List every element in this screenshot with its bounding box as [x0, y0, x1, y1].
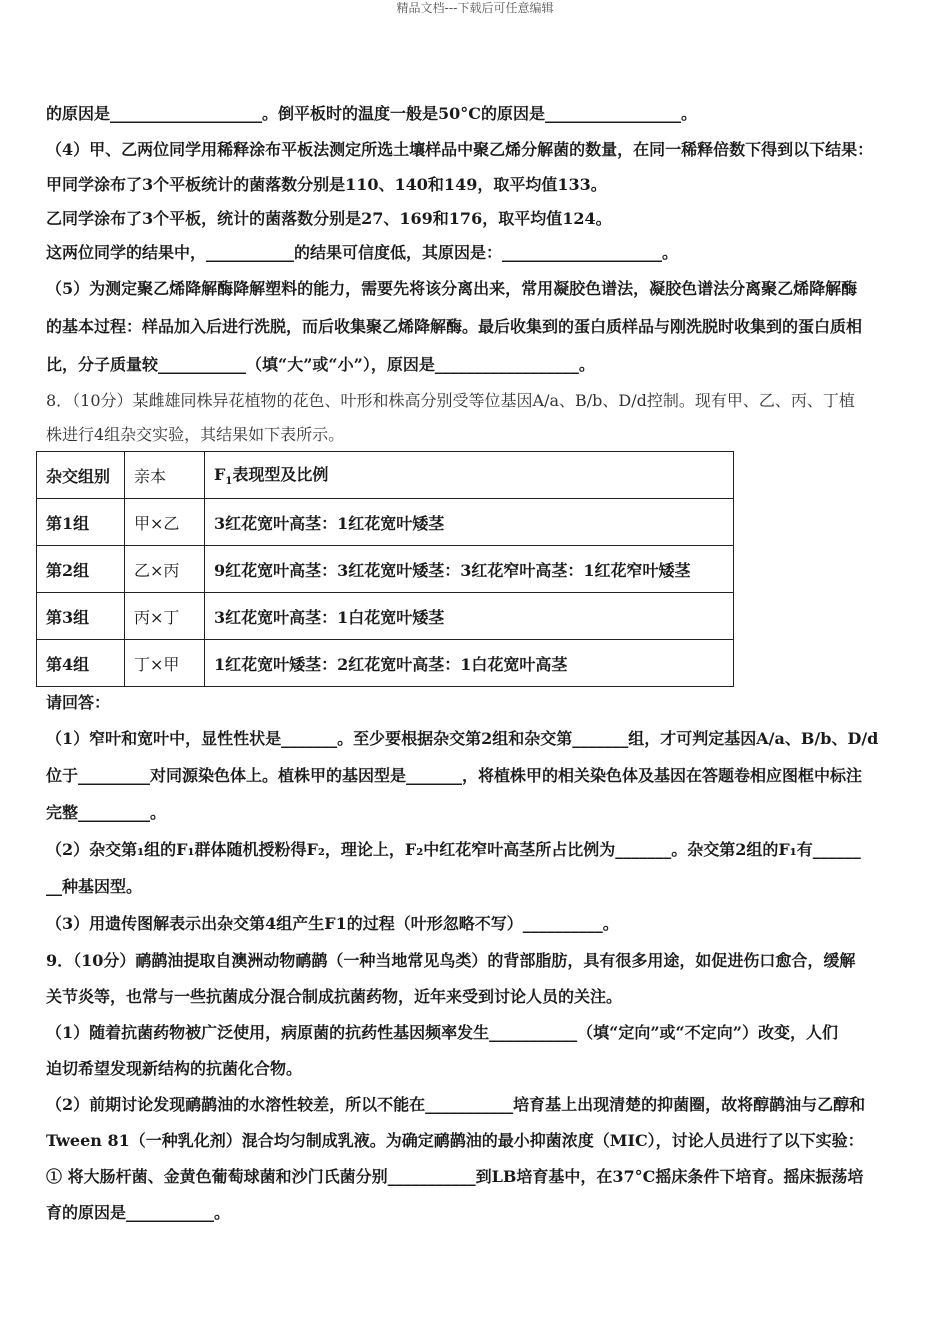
question-9-line1: 9．（10分）鸸鹋油提取自澳洲动物鸸鹋（一种当地常见鸟类）的背部脂肪，具有很多用途，如促进伤口愈合，缓解 — [46, 951, 856, 970]
cell-phenotype: 3红花宽叶高茎：1红花宽叶矮茎 — [205, 499, 734, 546]
lower-text-block — [46, 686, 906, 1231]
text-line: 甲同学涂布了3个平板统计的菌落数分别是110、140和149，取平均值133。 — [46, 175, 607, 194]
text-line: （5）为测定聚乙烯降解酶降解塑料的能力，需要先将该分离出来，常用凝胶色谱法，凝胶色谱法分离聚乙烯降解酶 — [46, 279, 858, 298]
text-line: 乙同学涂布了3个平板，统计的菌落数分别是27、169和176，取平均值124。 — [46, 209, 612, 228]
cell-group: 第1组 — [37, 499, 125, 546]
cell-parents: 甲×乙 — [125, 499, 205, 546]
text-line: （1）窄叶和宽叶中，显性性状是_______。至少要根据杂交第2组和杂交第_______组，才可判定基因A/a、B/b、D/d — [46, 729, 879, 748]
text-line: 迫切希望发现新结构的抗菌化合物。 — [46, 1059, 303, 1078]
text-line: 育的原因是___________。 — [46, 1203, 231, 1222]
text-line: 比，分子质量较___________（填“大”或“小”），原因是__________________。 — [46, 355, 595, 374]
table-row — [37, 546, 734, 593]
header-cell-parents: 亲本 — [125, 452, 205, 499]
text-line: ① 将大肠杆菌、金黄色葡萄球菌和沙门氏菌分别___________到LB培育基中，在37°C摇床条件下培育。摇床振荡培 — [46, 1167, 864, 1186]
cell-group: 第4组 — [37, 640, 125, 687]
table-row — [37, 499, 734, 546]
text-line: 关节炎等，也常与一些抗菌成分混合制成抗菌药物，近年来受到讨论人员的关注。 — [46, 987, 623, 1006]
table-row — [37, 593, 734, 640]
cell-parents: 乙×丙 — [125, 546, 205, 593]
header-watermark: 精品文档---下载后可任意编辑 — [396, 1, 554, 15]
text-line: 的原因是___________________。倒平板时的温度一般是50°C的原因是_________________。 — [46, 104, 698, 123]
text-line: 位于_________对同源染色体上。植株甲的基因型是_______，将植株甲的相关染色体及基因在答题卷相应图框中标注 — [46, 766, 863, 785]
cell-phenotype: 3红花宽叶高茎：1白花宽叶矮茎 — [205, 593, 734, 640]
text-line: 的基本过程：样品加入后进行洗脱，而后收集聚乙烯降解酶。最后收集到的蛋白质样品与刚洗脱时收集到的蛋白质相 — [46, 317, 863, 336]
cell-phenotype: 1红花宽叶矮茎：2红花宽叶高茎：1白花宽叶高茎 — [205, 640, 734, 687]
cell-phenotype: 9红花宽叶高茎：3红花宽叶矮茎：3红花窄叶高茎：1红花窄叶矮茎 — [205, 546, 734, 593]
cross-experiment-table — [36, 451, 734, 687]
table-header-row — [37, 452, 734, 499]
text-line: 请回答： — [46, 693, 111, 712]
text-line: （1）随着抗菌药物被广泛使用，病原菌的抗药性基因频率发生___________（填“定向”或“不定向”）改变，人们 — [46, 1023, 838, 1042]
table-row — [37, 640, 734, 687]
upper-text-block — [46, 96, 906, 452]
text-line: （3）用遗传图解表示出杂交第4组产生F1的过程（叶形忽略不写）__________。 — [46, 914, 619, 933]
cell-parents: 丁×甲 — [125, 640, 205, 687]
cell-group: 第2组 — [37, 546, 125, 593]
text-line: 这两位同学的结果中，___________的结果可信度低，其原因是：____________________。 — [46, 243, 679, 262]
question-8-line1: 8．（10分）某雌雄同株异花植物的花色、叶形和株高分别受等位基因A/a、B/b、D/d控制。现有甲、乙、丙、丁植 — [46, 391, 855, 410]
text-line: （4）甲、乙两位同学用稀释涂布平板法测定所选土壤样品中聚乙烯分解菌的数量，在同一稀释倍数下得到以下结果： — [46, 140, 874, 159]
header-cell-phenotype: $F_1$表现型及比例 — [205, 452, 734, 499]
text-line: （2）杂交第₁组的F₁群体随机授粉得F₂，理论上，F₂中红花窄叶高茎所占比例为_______。杂交第2组的F₁有______ — [46, 840, 861, 859]
text-line: __种基因型。 — [46, 877, 143, 896]
text-line: Tween 81（一种乳化剂）混合均匀制成乳液。为确定鸸鹋油的最小抑菌浓度（MIC），讨论人员进行了以下实验： — [46, 1131, 864, 1150]
header-cell-group: 杂交组别 — [37, 452, 125, 499]
text-line: （2）前期讨论发现鸸鹋油的水溶性较差，所以不能在___________培育基上出现清楚的抑菌圈，故将醇鹋油与乙醇和 — [46, 1095, 866, 1114]
text-line: 完整_________。 — [46, 803, 167, 822]
cell-parents: 丙×丁 — [125, 593, 205, 640]
question-8-line2: 株进行4组杂交实验，其结果如下表所示。 — [46, 425, 345, 444]
cell-group: 第3组 — [37, 593, 125, 640]
